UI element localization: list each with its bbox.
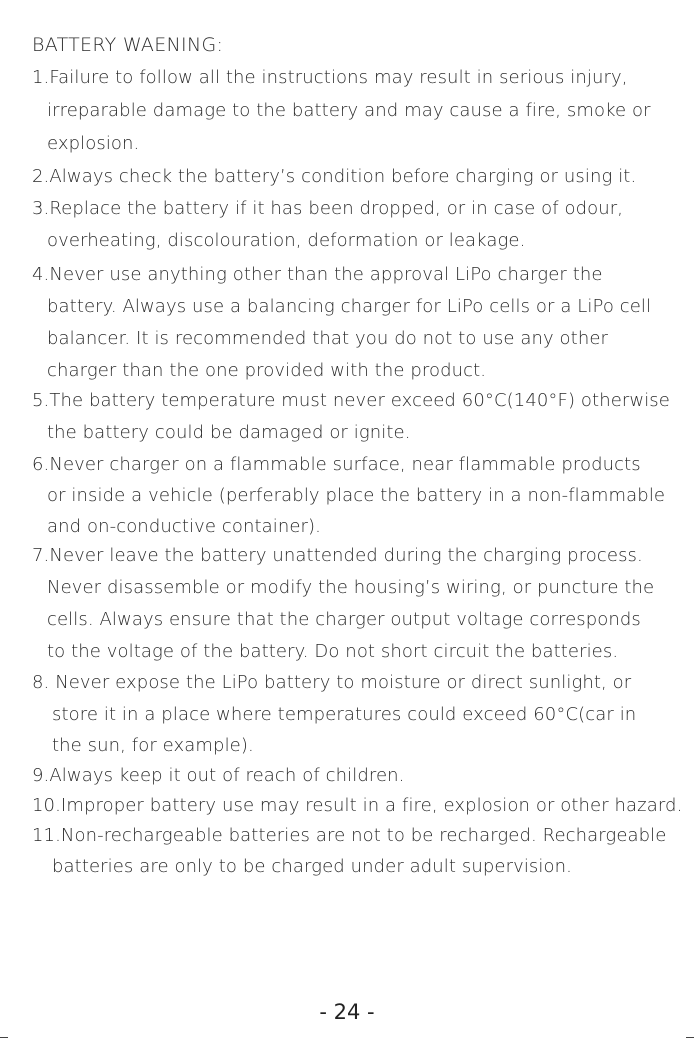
warning-line: 11.Non-rechargeable batteries are not to be recharged. Rechargeable <box>32 825 667 846</box>
warning-line: overheating, discolouration, deformation or leakage. <box>47 230 526 251</box>
warning-line: and on-conductive container). <box>47 516 321 537</box>
warning-line: 4.Never use anything other than the approval LiPo charger the <box>32 264 603 285</box>
warning-line: 9.Always keep it out of reach of children. <box>32 765 405 786</box>
warning-line: 2.Always check the battery’s condition before charging or using it. <box>32 166 637 187</box>
warning-line: 8. Never expose the LiPo battery to moisture or direct sunlight, or <box>32 672 632 693</box>
warning-line: explosion. <box>47 133 140 154</box>
warning-line: balancer. It is recommended that you do not to use any other <box>47 328 609 349</box>
warning-line: batteries are only to be charged under adult supervision. <box>52 856 572 877</box>
crop-mark-right <box>686 1037 694 1038</box>
warning-line: or inside a vehicle (perferably place the battery in a non-flammable <box>47 485 666 506</box>
warning-line: battery. Always use a balancing charger for LiPo cells or a LiPo cell <box>47 296 652 317</box>
crop-mark-left <box>0 1037 8 1038</box>
warning-line: store it in a place where temperatures could exceed 60°C(car in <box>52 704 637 725</box>
warning-line: to the voltage of the battery. Do not short circuit the batteries. <box>47 641 619 662</box>
warning-line: irreparable damage to the battery and may cause a fire, smoke or <box>47 100 651 121</box>
warning-line: 7.Never leave the battery unattended during the charging process. <box>32 545 643 566</box>
warning-title: BATTERY WAENING: <box>32 34 224 56</box>
warning-line: the sun, for example). <box>52 735 254 756</box>
warning-line: the battery could be damaged or ignite. <box>47 422 411 443</box>
page-number: - 24 - <box>319 1000 375 1024</box>
warning-line: 6.Never charger on a flammable surface, near flammable products <box>32 454 641 475</box>
warning-line: 1.Failure to follow all the instructions may result in serious injury, <box>32 67 628 88</box>
warning-line: charger than the one provided with the product. <box>47 360 487 381</box>
warning-line: 3.Replace the battery if it has been dropped, or in case of odour, <box>32 198 624 219</box>
warning-line: Never disassemble or modify the housing’s wiring, or puncture the <box>47 577 655 598</box>
warning-line: cells. Always ensure that the charger output voltage corresponds <box>47 609 641 630</box>
warning-line: 5.The battery temperature must never exceed 60°C(140°F) otherwise <box>32 390 670 411</box>
warning-line: 10.Improper battery use may result in a fire, explosion or other hazard. <box>32 795 683 816</box>
